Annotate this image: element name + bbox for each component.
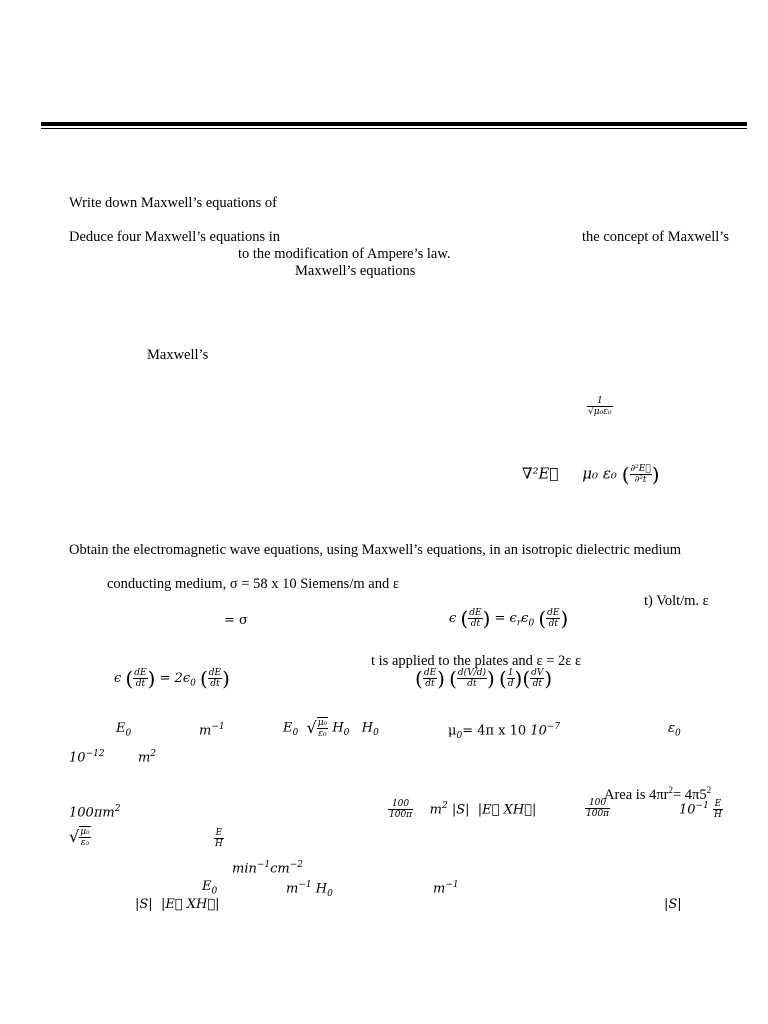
question-line-2a: Deduce four Maxwell’s equations in — [69, 229, 281, 245]
m-squared-1: $m^2$ — [138, 749, 157, 766]
ten-minus-1-e-over-h: $10^{-1}$ $\frac{E}{H}$ — [679, 799, 722, 821]
wave-equation: ∇²E⃗ μ₀ ε₀ ( $\frac{\text{∂²E⃗}}{\text{∂²t}}$ ) — [522, 462, 660, 487]
sqrt-mu-eps: √ $\frac{\text{μ₀}}{\text{ε₀}}$ — [69, 827, 90, 848]
question-line-2b: the concept of Maxwell’s — [582, 229, 729, 245]
eps0-symbol: $\varepsilon_0$ — [668, 721, 681, 739]
displacement-current-eq: ϵ ( $\frac{dE}{dt}$ ) = $\epsilon_r\epsilon_0$ ( $\frac{dE}{dt}$ ) — [449, 606, 569, 631]
header-rule-thin — [41, 128, 747, 129]
capacitor-eq-2: ( $\frac{dE}{dt}$ ) ( $\frac{d(V/d)}{dt}$ ) ( $\frac{1}{d}$ )( $\frac{dV}{dt}$ ) — [415, 666, 553, 691]
question-line-5: Maxwell’s — [147, 347, 209, 363]
question-line-8: t) Volt/m. ε — [644, 593, 709, 609]
e0-symbol-2: $E_0$ — [202, 879, 218, 897]
poynting-magnitude: |S| |E⃗ XH⃗| — [135, 897, 220, 912]
e-over-h: $\frac{E}{H}$ — [215, 828, 223, 849]
e0-symbol-1: $E_0$ — [116, 721, 132, 739]
m-inverse-1: $m^{-1}$ — [199, 722, 225, 739]
header-rule-thick — [41, 122, 747, 126]
area-value: $100\pi m^2$ — [69, 804, 121, 821]
s-magnitude: |S| — [664, 897, 682, 912]
question-line-4: Maxwell’s equations — [295, 263, 416, 279]
question-line-1: Write down Maxwell’s equations of — [69, 195, 278, 211]
m-inverse-h0: $m^{-1}$ $H_0$ — [286, 880, 333, 899]
speed-fraction: $\frac{1}{\text{√μ₀ε₀}}$ — [588, 396, 612, 417]
capacitor-eq-1: ϵ ( $\frac{dE}{dt}$ ) = $2\epsilon_0$ ( $\frac{dE}{dt}$ ) — [114, 666, 230, 691]
poynting-fraction: $\frac{100}{100\pi}$ — [586, 798, 610, 819]
ten-minus-12: $10^{-12}$ — [69, 749, 105, 766]
m-inverse-2: $m^{-1}$ — [433, 880, 459, 897]
permeability-value: $\mu_0= 4\pi$ x 10 $10^{-7}$ — [448, 722, 561, 741]
unit-min-cm: $\min^{-1}cm^{-2}$ — [232, 860, 304, 877]
question-line-10: t is applied to the plates and ε = 2ε ε — [371, 653, 582, 669]
impedance-relation: $E_0$ √ $\frac{\text{μ₀}}{\text{ε₀}}$ $H_0$ $H_0$ — [283, 718, 379, 739]
question-line-6: Obtain the electromagnetic wave equations, using Maxwell’s equations, in an isotropic dielectric medium — [69, 542, 682, 558]
sigma-eq: = σ — [224, 613, 248, 628]
area-line: Area is $4\pi r^2= 4\pi 5^2$ — [604, 785, 712, 803]
question-line-7: conducting medium, σ = 58 x 10 Siemens/m and ε — [107, 576, 399, 592]
poynting-row-1: $\frac{100}{100\pi}$ $m^2$ |S| |E⃗ XH⃗| — [389, 799, 537, 821]
question-line-3: to the modification of Ampere’s law. — [238, 246, 451, 262]
